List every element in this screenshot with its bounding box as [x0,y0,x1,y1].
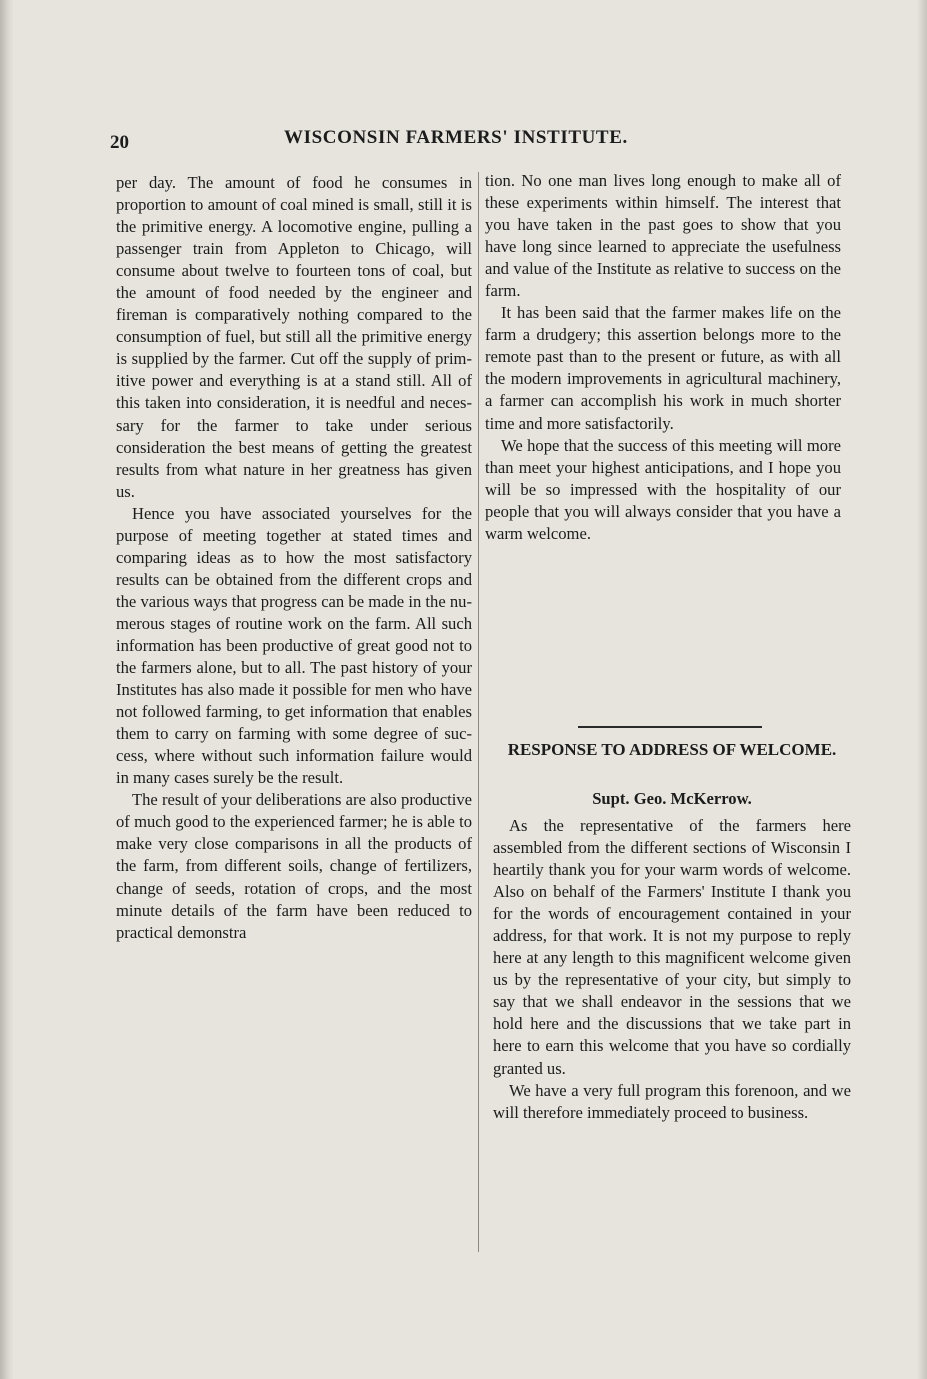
byline: Supt. Geo. McKerrow. [592,789,752,808]
response-paragraph-1: As the representative of the farmers here assembled from the different sections of Wisconsin I heartily thank you for your warm words of welcome. Also on behalf of the Farmers' Institute I thank you for the words of encouragement contained in your address, for that work. It is not my purpose to reply here at any length to this magnificent welcome given us by the representative of your city, but simply to say that we shall endeavor in the sessions that we hold here and the discussions that we take part in here to earn this welcome that you have so cordially granted us. [493,816,851,1078]
left-column [116,172,472,944]
right-column-lower [493,815,851,1124]
scan-edge-left [0,0,14,1379]
right-paragraph-2: It has been said that the farmer makes life on the farm a drudgery; this assertion belongs more to the remote past than to the present or future, as with all the modern improvements in agricultural machinery, a farmer can accomplish his work in much shorter time and more satisfactorily. [485,303,841,433]
running-title: WISCONSIN FARMERS' INSTITUTE. [284,127,628,148]
right-paragraph-1: tion. No one man lives long enough to make all of these experiments within himself. The interest that you have taken in the past goes to show that you have long since learned to appreciate the usefulness and value of the Institute as relative to success on the farm. [485,171,841,301]
right-column-upper [485,170,841,545]
page-number: 20 [110,132,129,153]
left-paragraph-2: Hence you have associated yourselves for the purpose of meeting together at stated times and comparing ideas as to how the most satisfactory results can be obtained from the different crops and the various ways that progress can be made in the numerous stages of routine work on the farm. All such information has been productive of great good not to the farmers alone, but to all. The past history of your Institutes has also made it possible for men who have not followed farming, to get information that enables them to carry on farming with some degree of success, where without such information failure would in many cases surely be the result. [116,503,472,788]
section-divider [578,726,762,728]
scan-edge-right [917,0,927,1379]
response-paragraph-2: We have a very full program this forenoon, and we will therefore immediately proceed to business. [493,1080,851,1122]
left-paragraph-1: per day. The amount of food he consumes in proportion to amount of coal mined is small, still it is the primitive energy. A locomotive engine, pulling a passenger train from Appleton to Chicago, will consume about twelve to fourteen tons of coal, but the amount of food needed by the engineer and fireman is comparatively nothing compared to the consumption of fuel, but still all the primitive energy is supplied by the farmer. Cut off the supply of primitive power and everything is at a stand still. All of this taken into consideration, it is needful and necessary for the farmer to take under serious consideration the best means of getting the greatest results from what nature in her greatness has given us. [116,173,472,501]
column-divider [478,172,479,1252]
right-paragraph-3: We hope that the success of this meeting will more than meet your highest anticipations, and I hope you will be so impressed with the hospitality of our people that you will always consider that you have a warm welcome. [485,435,841,543]
left-paragraph-3: The result of your deliberations are also productive of much good to the experienced farmer; he is able to make very close comparisons in all the products of the farm, from different soils, change of fertilizers, change of seeds, rotation of crops, and the most minute details of the farm have been reduced to practical demonstra [116,790,472,942]
section-title: RESPONSE TO ADDRESS OF WELCOME. [507,740,837,759]
